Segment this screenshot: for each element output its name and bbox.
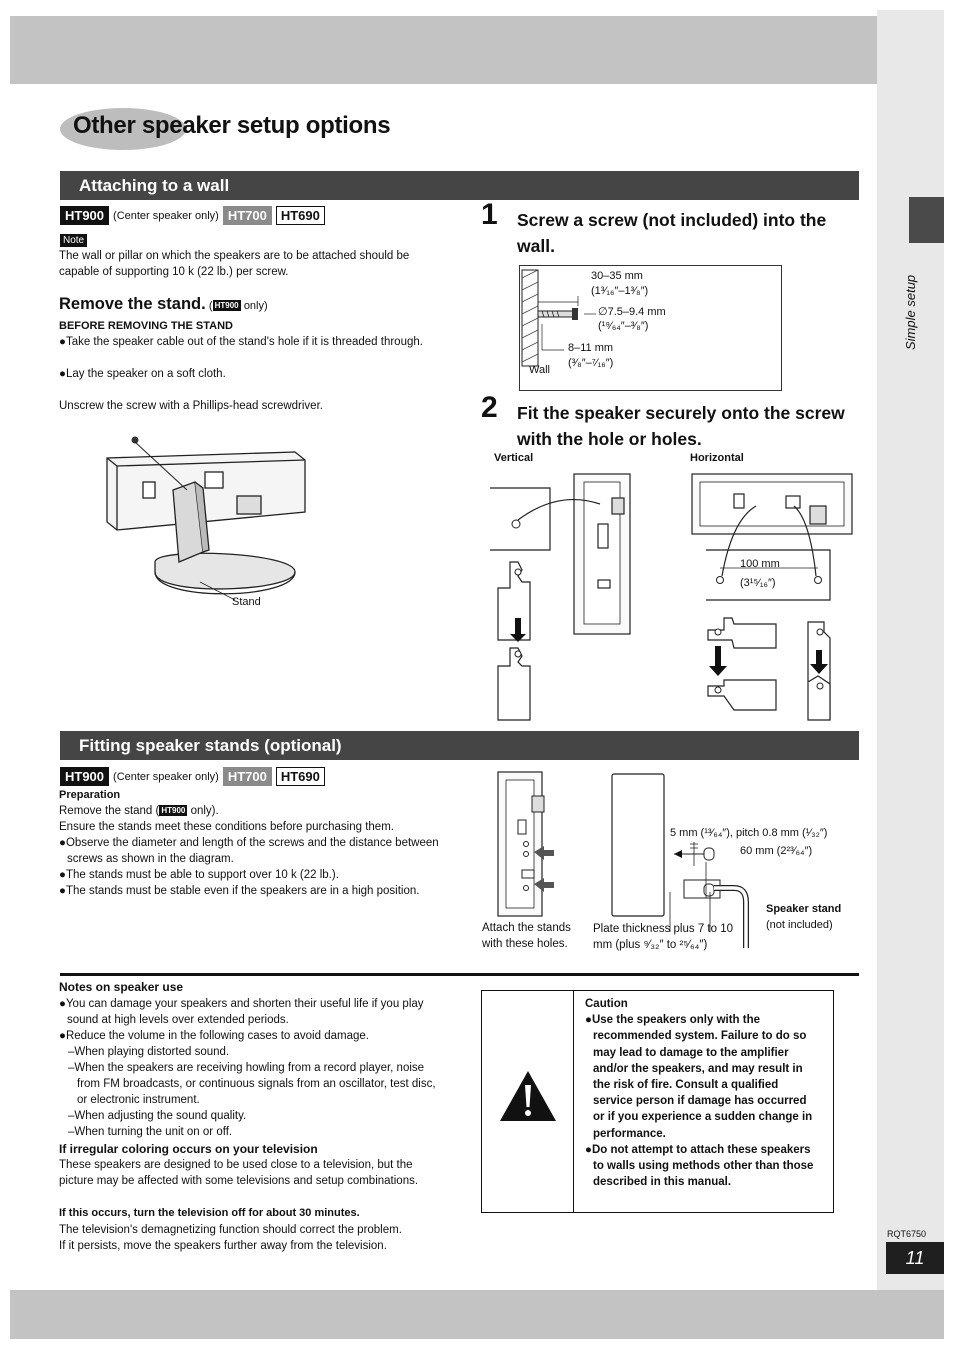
caution-box — [481, 990, 834, 1213]
bullet-screws: ●Observe the diameter and length of the screws and the distance between screws as shown in the diagram. — [59, 837, 439, 865]
bullet-cable: ●Take the speaker cable out of the stand's hole if it is threaded through. — [59, 336, 423, 348]
vertical-mount-diagram — [488, 470, 650, 724]
page-number: 11 — [886, 1242, 944, 1274]
notes-bullet-damage: ●You can damage your speakers and shorten their useful life if you play sound at high levels over extended periods. — [59, 998, 424, 1026]
spacing-label: 100 mm — [740, 558, 780, 570]
stand-holes-diagram — [496, 770, 556, 920]
section-header-wall: Attaching to a wall — [60, 171, 859, 200]
remove-stand-heading: Remove the stand. ( HT900 only) — [59, 295, 268, 313]
note-text: The wall or pillar on which the speakers are to be attached should be capable of supporting 10 k (22 lb.) per screw. — [59, 250, 410, 278]
tv-text: These speakers are designed to be used close to a television, but the picture may be affected with some televisions and setup combinations. — [59, 1159, 419, 1187]
speaker-stand-label: Speaker stand — [766, 903, 842, 915]
notes-bullet-volume: ●Reduce the volume in the following cases to avoid damage. — [59, 1030, 369, 1042]
wall-label: Wall — [529, 364, 550, 376]
notes-dash-adjusting: –When adjusting the sound quality. — [68, 1110, 247, 1122]
step-2-text: Fit the speaker securely onto the screw with the hole or holes. — [517, 403, 845, 449]
step-1-number: 1 — [481, 198, 498, 231]
badge-note: (Center speaker only) — [113, 770, 219, 783]
header-band — [10, 16, 944, 84]
vertical-label: Vertical — [494, 452, 534, 464]
screw-distance-label: 60 mm (2²³⁄₆₄″) — [740, 845, 813, 857]
horizontal-label: Horizontal — [690, 452, 744, 464]
stand-removal-illustration — [95, 432, 335, 612]
model-badges-wall — [60, 206, 325, 225]
badge-ht900: HT900 — [60, 767, 109, 786]
screw-gap: 8–11 mm — [568, 342, 614, 354]
spacing-inch: (3¹⁵⁄₁₆″) — [740, 577, 776, 589]
tv-heading: If irregular coloring occurs on your television — [59, 1142, 318, 1156]
side-section-label: Simple setup — [903, 274, 918, 350]
screw-gap-inch: (³⁄₈″–⁷⁄₁₆″) — [568, 357, 614, 369]
badge-note: (Center speaker only) — [113, 209, 219, 222]
note-label: Note — [60, 232, 87, 248]
section-divider — [60, 973, 859, 976]
screw-length: 30–35 mm — [591, 270, 643, 282]
notes-dash-howling: –When the speakers are receiving howling from a record player, noise from FM broadcasts, or continuous signals from an oscillator, test disc, or electronic instrument. — [68, 1062, 436, 1106]
notes-heading: Notes on speaker use — [59, 980, 184, 994]
page-title: Other speaker setup options — [73, 112, 391, 139]
bullet-support: ●The stands must be able to support over 10 k (22 lb.). — [59, 869, 339, 881]
notes-dash-distorted: –When playing distorted sound. — [68, 1046, 230, 1058]
badge-ht700: HT700 — [223, 767, 272, 786]
preparation-heading: Preparation — [59, 789, 121, 801]
remove-stand-text: Remove the stand ( HT900 only). — [59, 805, 219, 817]
bullet-soft-cloth: ●Lay the speaker on a soft cloth. — [59, 368, 226, 380]
footer-band — [10, 1290, 944, 1339]
badge-ht700: HT700 — [223, 206, 272, 225]
speaker-stand-note: (not included) — [766, 919, 833, 931]
bullet-stable: ●The stands must be stable even if the speakers are in a high position. — [59, 885, 420, 897]
stand-label: Stand — [232, 596, 261, 608]
warning-icon — [498, 1069, 558, 1123]
document-code: RQT6750 — [887, 1229, 927, 1239]
caution-bullet-system: ●Use the speakers only with the recommended system. Failure to do so may lead to damage to the amplifier and/or the speakers, and may result in the risk of fire. Consult a qualified service person if damage has occurred or if you experience a sudden change in performance. — [585, 1014, 813, 1140]
badge-ht690: HT690 — [276, 767, 325, 786]
screw-diameter: ∅7.5–9.4 mm — [598, 306, 666, 318]
unscrew-text: Unscrew the screw with a Phillips-head screwdriver. — [59, 400, 323, 412]
badge-ht900: HT900 — [60, 206, 109, 225]
tv-text-2: The television's demagnetizing function should correct the problem. — [59, 1224, 402, 1236]
ensure-text: Ensure the stands meet these conditions before purchasing them. — [59, 821, 394, 833]
badge-ht690: HT690 — [276, 206, 325, 225]
notes-dash-onoff: –When turning the unit on or off. — [68, 1126, 233, 1138]
plate-caption: Plate thickness plus 7 to 10 mm (plus ⁹⁄₃₂″ to ²⁵⁄₆₄″) — [593, 923, 733, 951]
caution-bullet-walls: ●Do not attempt to attach these speakers to walls using methods other than those described in this manual. — [585, 1143, 814, 1189]
horizontal-mount-diagram — [690, 470, 860, 724]
section-header-stands: Fitting speaker stands (optional) — [60, 731, 859, 760]
step-2-number: 2 — [481, 391, 498, 424]
before-removing-heading: BEFORE REMOVING THE STAND — [59, 320, 233, 332]
screw-diameter-inch: (¹⁹⁄₆₄″–³⁄₈″) — [598, 320, 649, 332]
model-badges-stands — [60, 767, 325, 786]
attach-caption: Attach the stands with these holes. — [482, 922, 571, 950]
caution-divider — [573, 991, 574, 1212]
tv-text-3: If it persists, move the speakers further away from the television. — [59, 1240, 387, 1252]
tv-bold-text: If this occurs, turn the television off for about 30 minutes. — [59, 1207, 360, 1219]
screw-spec-label: 5 mm (¹³⁄₆₄″), pitch 0.8 mm (¹⁄₃₂″) — [670, 827, 828, 839]
section-tab-marker — [909, 197, 944, 243]
caution-heading: Caution — [585, 998, 628, 1010]
caution-text — [585, 996, 821, 1190]
step-1-text: Screw a screw (not included) into the wall. — [517, 210, 827, 256]
screw-length-inch: (1³⁄₁₆″–1³⁄₈″) — [591, 285, 649, 297]
